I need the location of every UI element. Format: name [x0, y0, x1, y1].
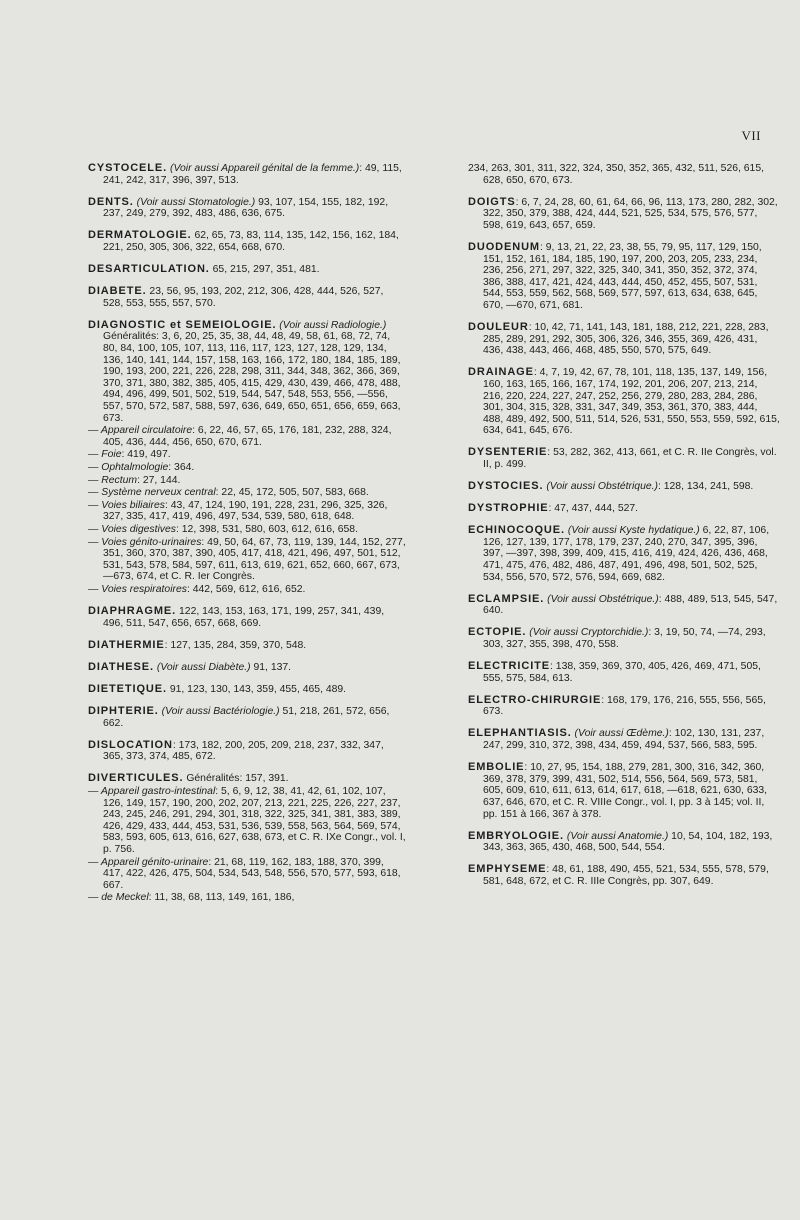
- entry-refs: : 47, 437, 444, 527.: [548, 503, 639, 515]
- entry-term: CYSTOCELE.: [88, 162, 168, 174]
- entry-term: DYSTROPHIE: [468, 502, 549, 515]
- index-entry: [468, 197, 780, 232]
- entry-note: (Voir aussi Anatomie.): [563, 830, 669, 842]
- entry-refs: : 488, 489, 513, 545, 547, 640.: [483, 593, 778, 617]
- index-entry: [88, 500, 406, 523]
- entry-refs: : 138, 359, 369, 370, 405, 426, 469, 471, 505, 555, 575, 584, 613.: [483, 661, 761, 684]
- entry-term: ELEPHANTIASIS.: [468, 727, 572, 740]
- entry-refs: : 10, 42, 71, 141, 143, 181, 188, 212, 221, 228, 283, 285, 289, 291, 292, 305, 306, 326, 346, 355, 369, 426, 431, 436, 438, 443, 466, 468, 485, 550, 570, 575, 649.: [483, 322, 769, 357]
- entry-note: — Rectum: [88, 474, 138, 486]
- entry-refs: : 11, 38, 68, 113, 149, 161, 186,: [148, 892, 295, 904]
- entry-note: — Voies biliaires: [88, 499, 165, 511]
- index-entry: [88, 286, 406, 309]
- entry-refs: 93, 107, 154, 155, 182, 192, 237, 249, 279, 392, 483, 486, 636, 675.: [103, 196, 389, 220]
- entry-refs: : 5, 6, 9, 12, 38, 41, 42, 61, 102, 107, 126, 149, 157, 190, 200, 202, 207, 213, 221, 225, 226, 227, 237, 243, 245, 246, 291, 294, 301, 318, 322, 325, 341, 381, 383, 389, 426, 429, 433, 444, 453, 531, 536, 539, 558, 563, 564, 569, 574, 583, 593, 605, 613, 616, 627, 638, 673, et C. R. IXe Congr., vol. I, p. 756.: [103, 785, 406, 855]
- left-column: [88, 163, 406, 914]
- index-entry: [88, 606, 406, 629]
- entry-note: (Voir aussi Bactériologie.): [158, 705, 280, 717]
- index-entry: [88, 163, 406, 186]
- entry-refs: : 10, 27, 95, 154, 188, 279, 281, 300, 316, 342, 360, 369, 378, 379, 399, 431, 502, 514, 556, 564, 569, 573, 581, 605, 609, 610, 611, 613, 614, 617, 618, —618, 621, 630, 633, 637, 646, 670, et C. R. VIIIe Congr., vol. I, pp. 3 à 145; vol. II, pp. 151 à 166, 367 à 378.: [483, 762, 768, 820]
- entry-term: EMBRYOLOGIE.: [468, 829, 564, 842]
- index-entry: [468, 695, 780, 718]
- entry-note: (Voir aussi Obstétrique.): [543, 481, 658, 493]
- entry-refs: : 127, 135, 284, 359, 370, 548.: [164, 639, 307, 651]
- entry-term: DIAGNOSTIC et SEMEIOLOGIE.: [88, 318, 277, 331]
- entry-note: — Appareil gastro-intestinal: [88, 785, 216, 797]
- index-entry: [88, 773, 406, 785]
- entry-refs: : 173, 182, 200, 205, 209, 218, 237, 332, 347, 365, 373, 374, 485, 672.: [103, 739, 384, 763]
- entry-term: EMBOLIE: [468, 761, 525, 774]
- index-entry: [468, 728, 780, 751]
- index-entry: [468, 831, 780, 854]
- entry-refs: : 128, 134, 241, 598.: [657, 481, 754, 493]
- index-entry: [88, 584, 406, 596]
- index-entry: [468, 481, 780, 493]
- entry-term: ECLAMPSIE.: [468, 592, 545, 605]
- right-column: [468, 163, 780, 898]
- index-entry: [468, 367, 780, 437]
- index-entry: [88, 706, 406, 729]
- entry-refs: : 364.: [168, 461, 195, 473]
- entry-refs: : 3, 19, 50, 74, —74, 293, 303, 327, 355, 398, 470, 558.: [483, 627, 766, 650]
- entry-term: ECTOPIE.: [468, 626, 527, 639]
- entry-refs: : 442, 569, 612, 616, 652.: [186, 583, 306, 595]
- entry-refs: : 43, 47, 124, 190, 191, 228, 231, 296, 325, 326, 327, 335, 417, 419, 496, 497, 534, 539, 580, 618, 648.: [103, 499, 388, 523]
- entry-note: (Voir aussi Cryptorchidie.): [526, 627, 649, 639]
- entry-term: DRAINAGE: [468, 366, 534, 379]
- index-entry: [88, 740, 406, 763]
- entry-refs: : 12, 398, 531, 580, 603, 612, 616, 658.: [175, 523, 358, 535]
- entry-refs: 234, 263, 301, 311, 322, 324, 350, 352, 365, 432, 511, 526, 615, 628, 650, 670, 673.: [468, 163, 764, 186]
- entry-refs: 91, 137.: [250, 661, 292, 673]
- entry-refs: : 22, 45, 172, 505, 507, 583, 668.: [215, 487, 369, 499]
- index-entry: [468, 242, 780, 312]
- entry-note: (Voir aussi Obstétrique.): [544, 593, 659, 605]
- entry-note: — Appareil génito-urinaire: [88, 856, 209, 868]
- index-entry: [88, 786, 406, 856]
- entry-term: DIPHTERIE.: [88, 704, 159, 717]
- index-entry: [88, 487, 406, 499]
- entry-note: (Voir aussi Appareil génital de la femme.): [167, 163, 360, 174]
- entry-refs: 62, 65, 73, 83, 114, 135, 142, 156, 162, 184, 221, 250, 305, 306, 322, 654, 668, 670.: [103, 230, 399, 253]
- entry-term: ECHINOCOQUE.: [468, 524, 565, 537]
- entry-refs: Généralités: 157, 391.: [183, 773, 289, 785]
- index-entry: [468, 762, 780, 820]
- entry-term: ELECTRO-CHIRURGIE: [468, 693, 602, 706]
- index-entry: [88, 857, 406, 892]
- index-entry: [88, 524, 406, 536]
- entry-note: — Voies digestives: [88, 523, 176, 535]
- index-entry: [468, 661, 780, 684]
- entry-note: (Voir aussi Radiologie.): [276, 319, 387, 331]
- entry-note: (Voir aussi Diabète.): [153, 661, 251, 673]
- index-entry: [88, 230, 406, 253]
- index-entry: [88, 684, 406, 696]
- entry-term: DERMATOLOGIE.: [88, 229, 192, 242]
- entry-refs: 122, 143, 153, 163, 171, 199, 257, 341, 439, 496, 511, 547, 656, 657, 668, 669.: [103, 606, 385, 629]
- entry-refs: : 419, 497.: [121, 449, 171, 461]
- entry-refs: : 49, 50, 64, 67, 73, 119, 139, 144, 152, 277, 351, 360, 370, 387, 390, 405, 417, 418, 421, 496, 497, 501, 512, 531, 543, 578, 584, 597, 611, 613, 619, 621, 652, 660, 667, 673, —673, 674, et C. R. Ier Congrès.: [103, 536, 406, 583]
- index-entry: [88, 892, 406, 904]
- entry-term: DENTS.: [88, 195, 134, 208]
- entry-note: (Voir aussi Œdème.): [571, 728, 669, 740]
- index-entry: [468, 322, 780, 357]
- entry-refs: 91, 123, 130, 143, 359, 455, 465, 489.: [166, 683, 347, 695]
- index-entry: [468, 627, 780, 650]
- index-entry: [88, 462, 406, 474]
- entry-refs: : 6, 7, 24, 28, 60, 61, 64, 66, 96, 113, 173, 280, 282, 302, 322, 350, 379, 388, 424, 444, 521, 525, 534, 575, 576, 577, 598, 619, 643, 657, 659.: [483, 196, 778, 231]
- index-entry: [88, 264, 406, 276]
- entry-note: (Voir aussi Kyste hydatique.): [564, 525, 700, 537]
- entry-note: — Foie: [88, 449, 122, 461]
- entry-refs: : 49, 115, 241, 242, 317, 396, 397, 513.: [103, 163, 402, 186]
- entry-refs: : 6, 22, 46, 57, 65, 176, 181, 232, 288, 324, 405, 436, 444, 456, 650, 670, 671.: [103, 425, 392, 448]
- entry-note: — Système nerveux central: [88, 487, 216, 499]
- index-entry: [88, 475, 406, 487]
- index-entry: [88, 425, 406, 448]
- entry-note: — Voies génito-urinaires: [88, 536, 202, 548]
- index-entry: [88, 537, 406, 583]
- index-entry: [468, 525, 780, 583]
- index-entry: [468, 447, 780, 470]
- entry-note: — Appareil circulatoire: [88, 425, 193, 437]
- entry-refs: : 9, 13, 21, 22, 23, 38, 55, 79, 95, 117, 129, 150, 151, 152, 161, 184, 185, 190, 197, 200, 203, 205, 233, 234, 236, 256, 271, 297, 322, 325, 340, 341, 350, 352, 372, 374, 386, 388, 417, 421, 424, 443, 444, 450, 452, 455, 507, 531, 544, 553, 559, 562, 568, 569, 577, 597, 613, 634, 638, 645, 670, —670, 671, 681.: [483, 241, 762, 311]
- entry-refs: : 102, 130, 131, 237, 247, 299, 310, 372, 398, 434, 459, 494, 537, 566, 583, 595.: [483, 728, 765, 752]
- entry-refs: 10, 54, 104, 182, 193, 343, 363, 365, 430, 468, 500, 544, 554.: [483, 830, 773, 854]
- entry-note: — Voies respiratoires: [88, 583, 187, 595]
- index-entry: [88, 640, 406, 652]
- entry-term: DIAPHRAGME.: [88, 605, 177, 617]
- entry-term: DOIGTS: [468, 195, 516, 208]
- entry-refs: 51, 218, 261, 572, 656, 662.: [103, 705, 390, 729]
- index-entry: [88, 449, 406, 461]
- entry-refs: Généralités: 3, 6, 20, 25, 35, 38, 44, 48, 49, 58, 61, 68, 72, 74, 80, 84, 100, 105, 107, 113, 116, 117, 123, 127, 128, 129, 134, 136, 140, 141, 144, 157, 158, 163, 166, 172, 180, 184, 185, 189, 190, 193, 200, 221, 226, 228, 298, 311, 344, 348, 362, 366, 369, 370, 371, 380, 382, 385, 405, 415, 429, 430, 439, 466, 478, 488, 494, 496, 499, 501, 502, 519, 544, 547, 548, 553, 556, —556, 557, 570, 572, 587, 588, 597, 636, 649, 650, 651, 656, 659, 663, 673.: [103, 331, 401, 424]
- entry-note: (Voir aussi Stomatologie.): [133, 196, 256, 208]
- entry-term: DIATHERMIE: [88, 638, 165, 651]
- entry-refs: : 27, 144.: [137, 474, 181, 486]
- index-entry: [88, 197, 406, 220]
- index-entry: [88, 320, 406, 424]
- entry-term: ELECTRICITE: [468, 660, 551, 673]
- index-entry: [88, 662, 406, 674]
- index-entry: [468, 594, 780, 617]
- index-entry: [468, 503, 780, 515]
- entry-refs: : 53, 282, 362, 413, 661, et C. R. IIe Congrès, vol. II, p. 499.: [483, 447, 777, 470]
- entry-refs: 23, 56, 95, 193, 202, 212, 306, 428, 444, 526, 527, 528, 553, 555, 557, 570.: [103, 286, 384, 309]
- entry-term: DOULEUR: [468, 321, 529, 334]
- entry-term: DIVERTICULES.: [88, 772, 184, 785]
- entry-term: DESARTICULATION.: [88, 263, 210, 276]
- index-entry: [468, 864, 780, 887]
- entry-refs: 65, 215, 297, 351, 481.: [209, 264, 320, 276]
- entry-refs: : 48, 61, 188, 490, 455, 521, 534, 555, 578, 579, 581, 648, 672, et C. R. IIIe Congrès, pp. 307, 649.: [483, 864, 769, 887]
- entry-note: — de Meckel: [88, 892, 149, 904]
- entry-note: — Ophtalmologie: [88, 461, 169, 473]
- entry-term: EMPHYSEME: [468, 863, 547, 876]
- entry-refs: : 168, 179, 176, 216, 555, 556, 565, 673.: [483, 694, 766, 718]
- entry-term: DISLOCATION: [88, 738, 173, 751]
- entry-term: DIETETIQUE.: [88, 682, 167, 695]
- page-number: VII: [741, 128, 761, 143]
- entry-term: DYSENTERIE: [468, 446, 548, 459]
- entry-term: DYSTOCIES.: [468, 480, 544, 493]
- entry-refs: : 21, 68, 119, 162, 183, 188, 370, 399, 417, 422, 426, 475, 504, 534, 543, 548, 556, 570, 577, 593, 618, 667.: [103, 856, 401, 891]
- index-entry: [468, 163, 780, 186]
- entry-refs: : 4, 7, 19, 42, 67, 78, 101, 118, 135, 137, 149, 156, 160, 163, 165, 166, 167, 174, 192, 201, 206, 207, 213, 214, 216, 220, 224, 227, 247, 252, 256, 279, 280, 283, 284, 286, 301, 304, 315, 328, 331, 347, 349, 353, 361, 370, 383, 444, 488, 489, 492, 500, 511, 514, 526, 531, 550, 553, 559, 592, 615, 634, 641, 645, 676.: [483, 367, 780, 437]
- entry-refs: 6, 22, 87, 106, 126, 127, 139, 177, 178, 179, 237, 240, 270, 347, 395, 396, 397, —397, 398, 399, 409, 415, 416, 419, 424, 426, 436, 468, 471, 475, 476, 482, 486, 487, 491, 496, 498, 501, 502, 525, 534, 556, 570, 572, 576, 594, 669, 682.: [483, 525, 770, 583]
- entry-term: DIATHESE.: [88, 660, 154, 673]
- entry-term: DUODENUM: [468, 240, 540, 253]
- entry-term: DIABETE.: [88, 285, 147, 298]
